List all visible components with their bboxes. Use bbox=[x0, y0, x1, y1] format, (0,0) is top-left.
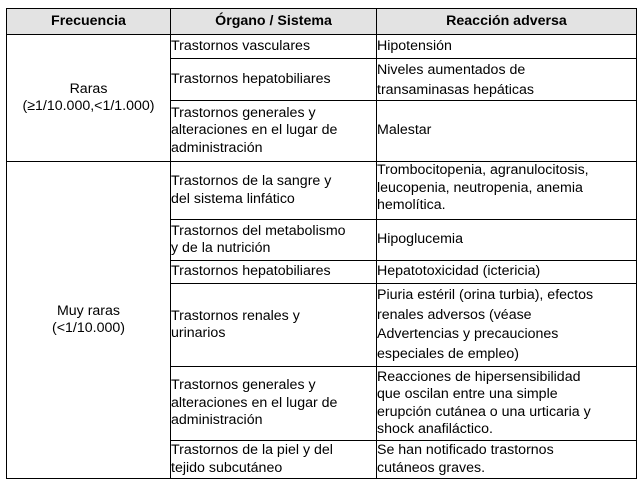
organ-line: Trastornos del metabolismo bbox=[171, 222, 346, 239]
organ-line: administración bbox=[171, 412, 263, 429]
organ-line: Trastornos de la piel y del bbox=[171, 442, 333, 458]
frequency-label: Muy raras bbox=[56, 302, 121, 319]
reaction-line: Malestar bbox=[377, 122, 432, 139]
organ-cell bbox=[171, 59, 377, 101]
reaction-line: especiales de empleo) bbox=[377, 345, 519, 362]
reaction-line: Se han notificado trastornos bbox=[377, 442, 554, 458]
organ-cell bbox=[171, 220, 377, 261]
header-organo-sistema: Órgano / Sistema bbox=[171, 9, 377, 35]
reaction-line: shock anafiláctico. bbox=[377, 421, 493, 437]
organ-cell bbox=[171, 284, 377, 367]
header-reaccion-adversa: Reacción adversa bbox=[377, 9, 637, 35]
organ-line: Trastornos generales y bbox=[171, 104, 316, 121]
reaction-cell bbox=[377, 59, 637, 101]
reaction-line: transaminasas hepáticas bbox=[377, 81, 534, 98]
reaction-line: Piuria estéril (orina turbia), efectos bbox=[377, 287, 594, 303]
reaction-line: erupción cutánea o una urticaria y bbox=[377, 403, 591, 420]
reaction-line: Trombocitopenia, agranulocitosis, bbox=[377, 162, 589, 178]
frequency-cell bbox=[7, 162, 171, 479]
organ-cell bbox=[171, 441, 377, 479]
reaction-line: cutáneos graves. bbox=[377, 459, 486, 476]
organ-cell bbox=[171, 367, 377, 441]
reaction-line: Hipotensión bbox=[377, 37, 452, 54]
organ-line: Trastornos hepatobiliares bbox=[171, 263, 331, 280]
reaction-line: que oscilan entre una simple bbox=[377, 386, 558, 402]
adverse-reactions-table bbox=[6, 8, 637, 479]
reaction-line: hemolítica. bbox=[377, 197, 446, 213]
organ-line: del sistema linfático bbox=[171, 190, 295, 207]
organ-cell bbox=[171, 35, 377, 59]
header-row bbox=[7, 9, 637, 35]
organ-line: alteraciones en el lugar de bbox=[171, 394, 338, 411]
organ-line: Trastornos de la sangre y bbox=[171, 173, 332, 189]
reaction-cell bbox=[377, 101, 637, 162]
reaction-cell bbox=[377, 261, 637, 284]
organ-line: tejido subcutáneo bbox=[171, 459, 283, 476]
frequency-range: (≥1/10.000,<1/1.000) bbox=[22, 98, 155, 114]
frequency-label: Raras bbox=[69, 80, 108, 97]
reaction-cell bbox=[377, 35, 637, 59]
frequency-range: (<1/10.000) bbox=[52, 320, 125, 336]
organ-line: Trastornos hepatobiliares bbox=[171, 70, 331, 87]
organ-line: Trastornos renales y bbox=[171, 307, 300, 324]
reaction-line: Niveles aumentados de bbox=[377, 61, 526, 78]
organ-cell bbox=[171, 261, 377, 284]
reaction-line: Advertencias y precauciones bbox=[377, 326, 559, 342]
reaction-line: Hepatotoxicidad (ictericia) bbox=[377, 263, 541, 280]
organ-line: urinarios bbox=[171, 325, 226, 341]
reaction-cell bbox=[377, 220, 637, 261]
organ-line: administración bbox=[171, 139, 263, 156]
header-frecuencia: Frecuencia bbox=[7, 9, 171, 35]
organ-line: Trastornos vasculares bbox=[171, 37, 311, 54]
organ-cell bbox=[171, 162, 377, 220]
reaction-cell bbox=[377, 367, 637, 441]
organ-cell bbox=[171, 101, 377, 162]
reaction-line: renales adversos (véase bbox=[377, 306, 532, 323]
organ-line: Trastornos generales y bbox=[171, 377, 316, 394]
table-row bbox=[7, 35, 637, 59]
reaction-cell bbox=[377, 441, 637, 479]
reaction-line: leucopenia, neutropenia, anemia bbox=[377, 179, 583, 196]
organ-line: alteraciones en el lugar de bbox=[171, 122, 338, 139]
organ-line: y de la nutrición bbox=[171, 240, 271, 256]
table-row bbox=[7, 162, 637, 220]
reaction-cell bbox=[377, 162, 637, 220]
frequency-cell bbox=[7, 35, 171, 162]
reaction-line: Reacciones de hipersensibilidad bbox=[377, 368, 581, 385]
reaction-line: Hipoglucemia bbox=[377, 231, 463, 248]
reaction-cell bbox=[377, 284, 637, 367]
